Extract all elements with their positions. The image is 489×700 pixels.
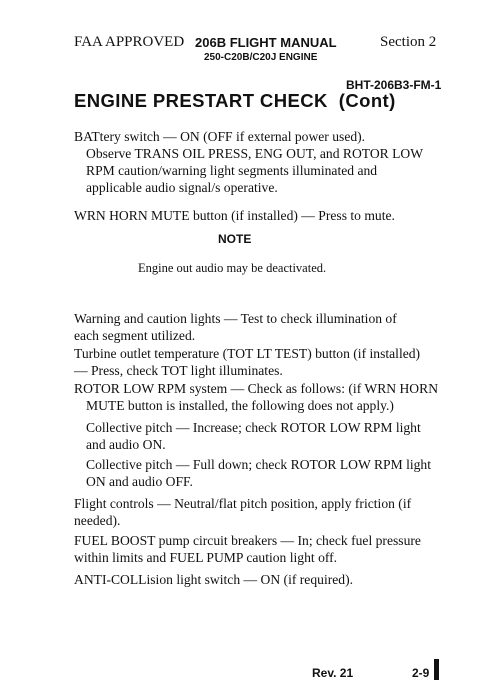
collective-increase-step: Collective pitch — Increase; check ROTOR LOW RPM light xyxy=(86,420,421,435)
manual-title: 206B FLIGHT MANUAL xyxy=(195,35,337,50)
tot-step-cont: — Press, check TOT light illuminates. xyxy=(74,363,283,378)
page-number: 2-9 xyxy=(412,666,430,680)
collective-down-step-cont: ON and audio OFF. xyxy=(86,474,193,489)
wrn-horn-step: WRN HORN MUTE button (if installed) — Press to mute. xyxy=(74,208,395,223)
battery-observe-line: Observe TRANS OIL PRESS, ENG OUT, and ROTOR LOW xyxy=(86,146,424,161)
flight-controls-step: Flight controls — Neutral/flat pitch position, apply friction (if xyxy=(74,496,412,511)
tot-step: Turbine outlet temperature (TOT LT TEST) button (if installed) xyxy=(74,346,421,361)
section-label: Section 2 xyxy=(380,34,437,50)
anti-coll-step: ANTI-COLLision light switch — ON (if required). xyxy=(74,572,353,587)
rotor-low-rpm-step-cont: MUTE button is installed, the following does not apply.) xyxy=(86,398,394,413)
battery-step: BATtery switch — ON (OFF if external power used). xyxy=(74,129,366,144)
note-text: Engine out audio may be deactivated. xyxy=(138,261,327,275)
fuel-boost-step: FUEL BOOST pump circuit breakers — In; check fuel pressure xyxy=(74,533,421,548)
collective-increase-step-cont: and audio ON. xyxy=(86,437,166,452)
revision-label: Rev. 21 xyxy=(312,666,354,680)
warning-lights-step-cont: each segment utilized. xyxy=(74,328,196,343)
page-edge-bar xyxy=(434,659,439,680)
flight-controls-step-cont: needed). xyxy=(74,513,121,528)
engine-subtitle: 250-C20B/C20J ENGINE xyxy=(204,52,318,63)
fuel-boost-step-cont: within limits and FUEL PUMP caution light off. xyxy=(74,550,338,565)
header-approval: FAA APPROVED xyxy=(74,34,185,50)
collective-down-step: Collective pitch — Full down; check ROTOR LOW RPM light xyxy=(86,457,431,472)
page-title: ENGINE PRESTART CHECK (Cont) xyxy=(74,90,396,111)
document-id: BHT-206B3-FM-1 xyxy=(346,78,442,92)
battery-observe-line: applicable audio signal/s operative. xyxy=(86,180,278,195)
warning-lights-step: Warning and caution lights — Test to check illumination of xyxy=(74,311,397,326)
battery-observe-line: RPM caution/warning light segments illuminated and xyxy=(86,163,378,178)
rotor-low-rpm-step: ROTOR LOW RPM system — Check as follows: (if WRN HORN xyxy=(74,381,439,396)
note-heading: NOTE xyxy=(218,232,252,246)
